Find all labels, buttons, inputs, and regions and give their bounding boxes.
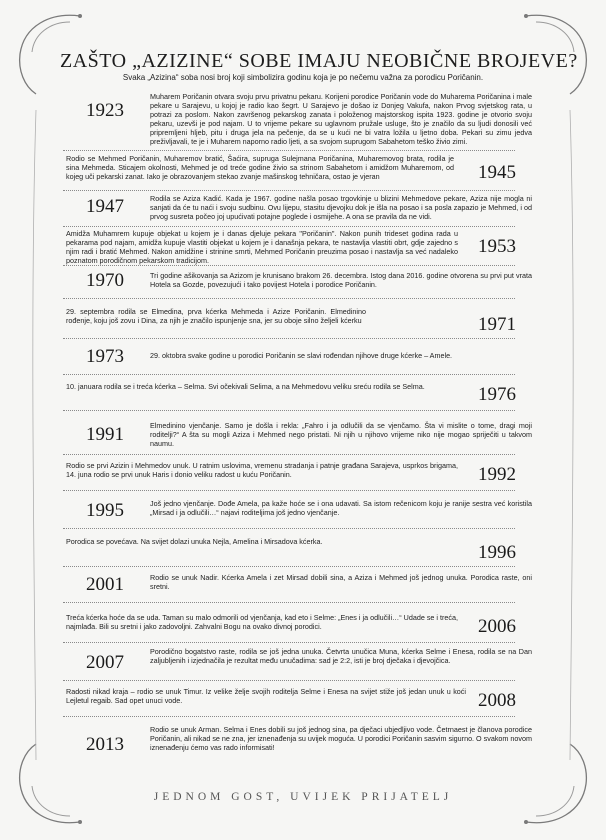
bottom-right-flourish	[516, 740, 596, 830]
footer-motto: JEDNOM GOST, UVIJEK PRIJATELJ	[153, 791, 453, 803]
entry-text-2007: Porodično bogatstvo raste, rodila se još jedna unuka. Četvrta unučica Muna, kćerka Selme i Enesa, rodila se na Dan zaljubljenih i izjednačila je rezultat među unučadima: sad je 2:2, isti je broj dječaka i djevojčica.	[150, 647, 532, 665]
entry-text-1973: 29. oktobra svake godine u porodici Poričanin se slavi rođendan njihove druge kćerke – Amele.	[150, 351, 453, 360]
divider	[63, 298, 515, 299]
entry-text-1995: Još jedno vjenčanje. Dođe Amela, pa kaže hoće se i ona udavati. Sa istom rečenicom koju je ranije sestra već koristila „Mirsad i ja odlučili…“ najavi roditeljima još jedno vjenčanje.	[150, 499, 532, 517]
entry-text-1991: Elmedinino vjenčanje. Samo je došla i rekla: „Fahro i ja odlučili da se vjenčamo. Šta vi mislite o tome, dragi moji roditelji?“ A šta su mogli Aziza i Mehmed nego pristati. Ni njih u njihovo vrijeme niko nije mogao spriječiti u takvom naumu.	[150, 421, 532, 448]
entry-text-1992: Rodio se prvi Azizin i Mehmedov unuk. U ratnim uslovima, vremenu stradanja i patnje građana Sarajeva, usprkos brigama, 14. juna rodio se prvi unuk Haris i donio veliku radost u kuću Poričanin.	[66, 461, 458, 479]
entry-text-2006: Treća kćerka hoće da se uda. Taman su malo odmorili od vjenčanja, kad eto i Selme: „Enes i ja odlučili…“ Udade se i treća, najmlađa. Bili su sretni i jako zadovoljni. Zahvalni Bogu na ovako divnoj porodici.	[66, 613, 458, 631]
year-1992: 1992	[478, 464, 516, 485]
entry-text-2013: Rodio se unuk Arman. Selma i Enes dobili su još jednog sina, pa dječaci ubjedljivo vode. Četrnaest je članova porodice Poričanin, ali nikad se ne zna, jer iznenađenja su uvijek moguća. U porodici Poričanin sasvim sigurno. O svakom novom iznenađenju ćemo vas radо informisati!	[150, 725, 532, 752]
divider	[63, 374, 515, 375]
page-subtitle: Svaka „Azizina“ soba nosi broj koji simbolizira godinu koja je po nečemu važna za porodicu Poričanin.	[122, 73, 484, 82]
page-title: ZAŠTO „AZIZINE“ SOBE IMAJU NEOBIČNE BROJEVE?	[60, 50, 578, 72]
year-1976: 1976	[478, 384, 516, 405]
entry-text-1923: Muharem Poričanin otvara svoju prvu privatnu pekaru. Korijeni porodice Poričanin vode do Muharema Poričanina i male pekare u Sarajevu, u kojoj je radio kao šegrt. U Sarajevo je došao iz Donjeg Vakufa, nakon Prvog svjetskog rata, u potrazi za poslom. Nakon završenog pekarskog zanata i položenog majstorskog ispita 1923. godine je otvorio svoju pekaru, uzevši je pod najam. U to vrijeme pekare su uglavnom pružale usluge, što je značilo da su ljudi donosili već pripremljeni hljeb, pitu i druga jela na pečenje, da se u kući ne bi vatra ložila u ljetno doba. Pekari su zimu jedva preživljavali, te je i Muharem naporno radio ljeti, a sa svojom suprugom Sabahetom teško živio zimi.	[150, 92, 532, 146]
year-2008: 2008	[478, 690, 516, 711]
divider	[63, 410, 515, 411]
year-1945: 1945	[478, 162, 516, 183]
divider	[63, 226, 515, 227]
entry-text-2001: Rodio se unuk Nadir. Kćerka Amela i zet Mirsad dobili sina, a Aziza i Mehmed još jednog unuka. Porodica raste, oni sretni.	[150, 573, 532, 591]
year-1971: 1971	[478, 314, 516, 335]
year-2013: 2013	[86, 734, 124, 755]
divider	[63, 490, 515, 491]
divider	[63, 680, 515, 681]
divider	[63, 528, 515, 529]
year-1947: 1947	[86, 196, 124, 217]
year-2006: 2006	[478, 616, 516, 637]
bottom-left-flourish	[10, 740, 90, 830]
divider	[63, 602, 515, 603]
entry-text-1970: Tri godine ašikovanja sa Azizom je krunisano brakom 26. decembra. Istog dana 2016. godine otvorena su prvi put vrata Hotela sa Gozde, povezujući i tako povijest Hotela i porodice Poričanin.	[150, 271, 532, 289]
entry-text-2008: Radosti nikad kraja – rodio se unuk Timur. Iz velike želje svojih roditelja Selme i Enesa na svijet stiže još jedan unuk u koći Lejletul regaib. Sad opet unuci vode.	[66, 687, 466, 705]
entry-text-1947: Rodila se Aziza Kadić. Kada je 1967. godine našla posao trgovkinje u blizini Mehmedove pekare, Aziza nije mogla ni sanjati da će tu naći i svoju sudbinu. Ovu lijepu, stasitu djevojku dok je išla na posao i sa posla zapazio je Mehmed, i od prvog susreta počeo joj upućivati potajne poglede i osmijehe. A ona se pravila da ne vidi.	[150, 194, 532, 221]
entry-text-1976: 10. januara rodila se i treća kćerka – Selma. Svi očekivali Selima, a na Mehmedovu veliku sreću rodila se Selma.	[66, 382, 425, 391]
year-1953: 1953	[478, 236, 516, 257]
year-1991: 1991	[86, 424, 124, 445]
year-1973: 1973	[86, 346, 124, 367]
year-1970: 1970	[86, 270, 124, 291]
divider	[63, 265, 515, 266]
divider	[63, 716, 515, 717]
year-1923: 1923	[86, 100, 124, 121]
divider	[63, 454, 515, 455]
year-2001: 2001	[86, 574, 124, 595]
entry-text-1953: Amidža Muhamrem kupuje objekat u kojem je i danas djeluje pekara "Poričanin". Nakon punih trideset godina rada u pekarama pod najam, amidža kupuje vlastiti objekat u kojem je i današnja pekara, te nastavlja vlastiti obrt, gdje zajedno s njim radi i bratić Mehmed. Nakon amidžine i strinine smrti, Mehmed Poričanin preuzima posao i nastavlja sa već nadaleko poznatom porodičnom pekarskom tradicijom.	[66, 229, 458, 265]
divider	[63, 150, 515, 151]
year-1996: 1996	[478, 542, 516, 563]
divider	[63, 338, 515, 339]
entry-text-1945: Rodio se Mehmed Poričanin, Muharemov bratić, Šaćira, supruga Sulejmana Poričanina, Muharemovog brata, rodila je sina Mehmeda. Sticajem okolnosti, Mehmed je od treće godine živio sa strinom Sabahetom i amidžom Muharemom, od kojeg uči pekarski zanat. Iako je obrazovanjem stekao zvanje mašinskog tehničara, ostao je vjeran	[66, 154, 454, 181]
year-2007: 2007	[86, 652, 124, 673]
divider	[63, 190, 515, 191]
year-1995: 1995	[86, 500, 124, 521]
divider	[63, 642, 515, 643]
divider	[63, 566, 515, 567]
entry-text-1996: Porodica se povećava. Na svijet dolazi unuka Nejla, Amelina i Mirsadova kćerka.	[66, 537, 323, 546]
entry-text-1971: 29. septembra rodila se Elmedina, prva kćerka Mehmeda i Azize Poričanin. Elmedinino rođenje, koju još zovu i Dina, za njih je značilo ispunjenje sna, jer su obоje silno željeli kćerku	[66, 307, 366, 325]
